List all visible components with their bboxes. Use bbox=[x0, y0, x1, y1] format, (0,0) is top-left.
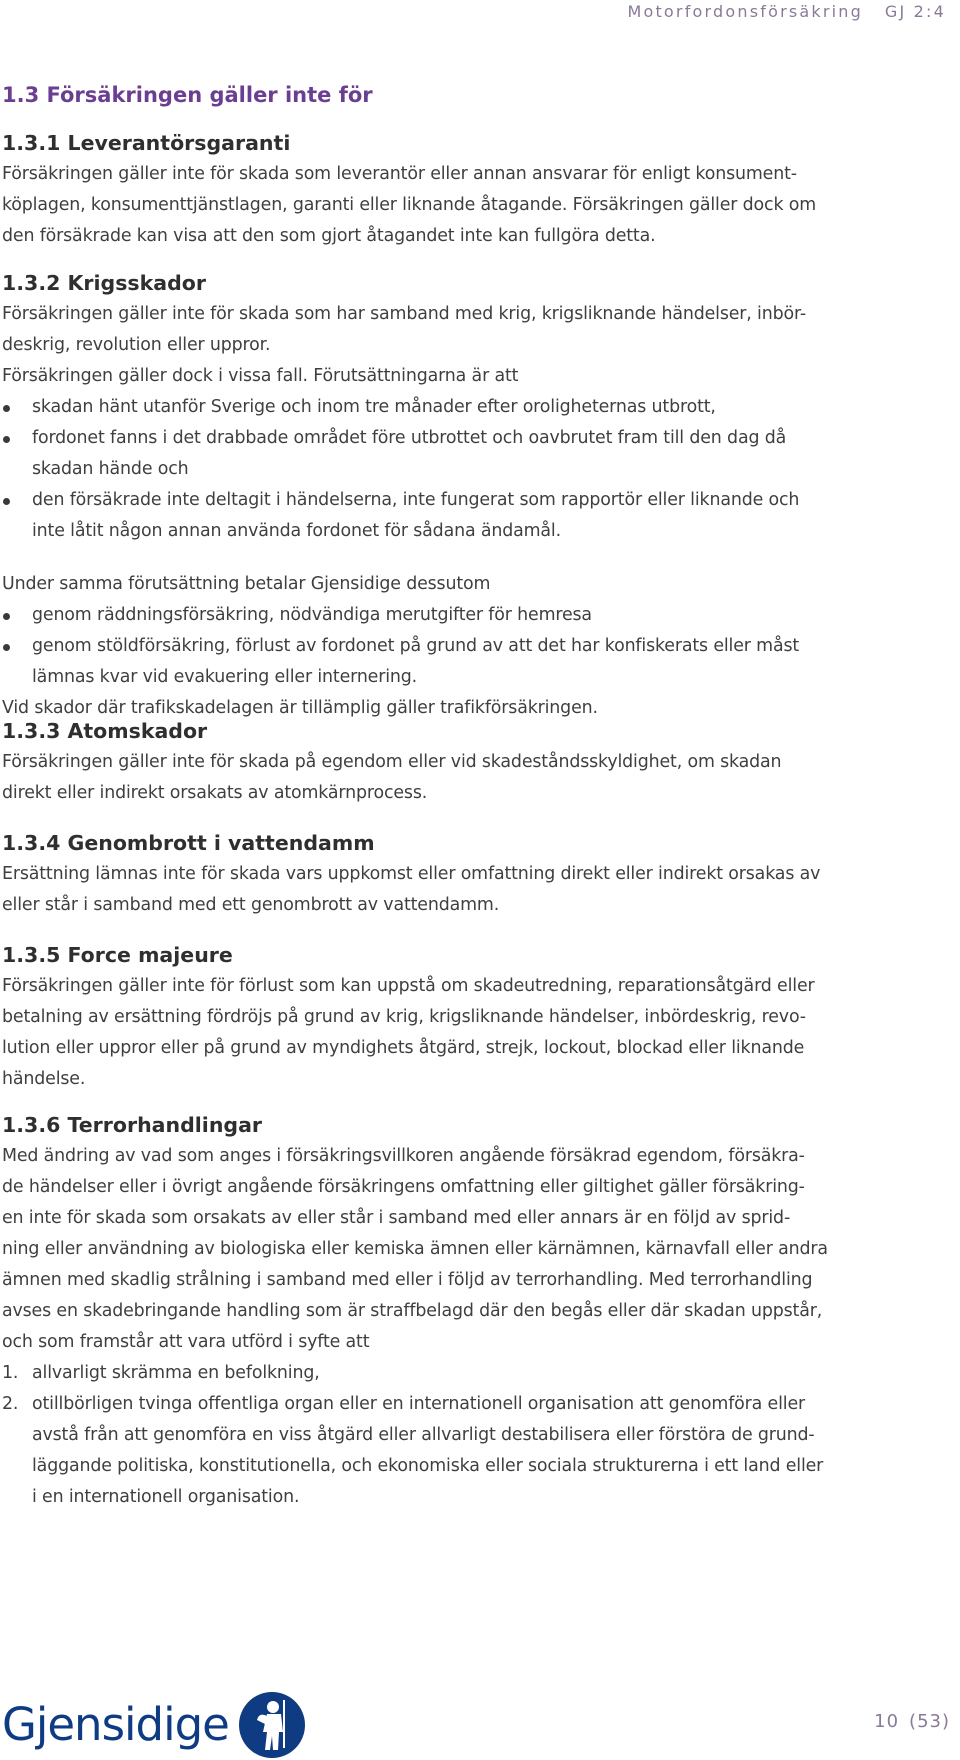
paragraph-line: betalning av ersättning fördröjs på grund av krig, krigsliknande händelser, inbördeskrig, revo- bbox=[2, 1007, 806, 1027]
viking-shield-icon bbox=[237, 1690, 307, 1760]
section-krigsskador bbox=[2, 268, 954, 724]
paragraph-line: direkt eller indirekt orsakats av atomkärnprocess. bbox=[2, 783, 428, 803]
heading-leverantorsgaranti: 1.3.1 Leverantörsgaranti bbox=[2, 131, 291, 155]
paragraph-line: Ersättning lämnas inte för skada vars uppkomst eller omfattning direkt eller indirekt orsakas av bbox=[2, 864, 821, 884]
header-code: GJ 2:4 bbox=[884, 2, 946, 21]
list-item: 1. allvarligt skrämma en befolkning, bbox=[2, 1363, 320, 1383]
section-title: 1.3 Försäkringen gäller inte för bbox=[2, 83, 373, 107]
running-header bbox=[627, 0, 946, 24]
list-item: genom stöldförsäkring, förlust av fordonet på grund av att det har konfiskerats eller måst lämnas kvar vid evakuering eller internering. bbox=[2, 631, 954, 693]
paragraph-line: Under samma förutsättning betalar Gjensidige dessutom bbox=[2, 574, 491, 594]
numbered-list bbox=[2, 1358, 954, 1513]
paragraph-line: köplagen, konsumenttjänstlagen, garanti eller liknande åtagande. Försäkringen gäller dock om bbox=[2, 195, 817, 215]
section-leverantorsgaranti bbox=[2, 128, 954, 252]
heading-genombrott: 1.3.4 Genombrott i vattendamm bbox=[2, 831, 375, 855]
paragraph-line: de händelser eller i övrigt angående försäkringens omfattning eller giltighet gäller försäkring- bbox=[2, 1177, 805, 1197]
paragraph-line: ning eller användning av biologiska eller kemiska ämnen eller kärnämnen, kärnavfall eller andra bbox=[2, 1239, 828, 1259]
paragraph-line: Försäkringen gäller inte för skada på egendom eller vid skadeståndsskyldighet, om skadan bbox=[2, 752, 782, 772]
paragraph-line: avses en skadebringande handling som är straffbelagd där den begås eller där skadan uppstår, bbox=[2, 1301, 823, 1321]
paragraph-line: deskrig, revolution eller uppror. bbox=[2, 335, 271, 355]
list-item: den försäkrade inte deltagit i händelserna, inte fungerat som rapportör eller liknande och inte låtit någon annan använda fordonet för sådana ändamål. bbox=[2, 485, 954, 547]
page-number bbox=[874, 1711, 950, 1732]
paragraph-line: och som framstår att vara utförd i syfte att bbox=[2, 1332, 370, 1352]
paragraph-line: Försäkringen gäller dock i vissa fall. Förutsättningarna är att bbox=[2, 366, 519, 386]
paragraph-line: händelse. bbox=[2, 1069, 86, 1089]
bullet-icon bbox=[3, 498, 10, 505]
bullet-icon bbox=[3, 613, 10, 620]
heading-force-majeure: 1.3.5 Force majeure bbox=[2, 943, 233, 967]
paragraph-line: Försäkringen gäller inte för skada som leverantör eller annan ansvarar för enligt konsument- bbox=[2, 164, 797, 184]
bullet-list-conditions bbox=[2, 392, 954, 547]
paragraph-line: Med ändring av vad som anges i försäkringsvillkoren angående försäkrad egendom, försäkra- bbox=[2, 1146, 805, 1166]
bullet-list-additional bbox=[2, 600, 954, 693]
header-title: Motorfordonsförsäkring bbox=[627, 2, 863, 21]
section-terrorhandlingar bbox=[2, 1110, 954, 1513]
paragraph-line: ämnen med skadlig strålning i samband med eller i följd av terrorhandling. Med terrorhandling bbox=[2, 1270, 813, 1290]
page-current: 10 bbox=[874, 1711, 900, 1732]
heading-terrorhandlingar: 1.3.6 Terrorhandlingar bbox=[2, 1113, 263, 1137]
gjensidige-logo bbox=[2, 1690, 307, 1760]
paragraph-line: Vid skador där trafikskadelagen är tillämplig gäller trafikförsäkringen. bbox=[2, 698, 598, 718]
bullet-icon bbox=[3, 405, 10, 412]
paragraph-line: den försäkrade kan visa att den som gjort åtagandet inte kan fullgöra detta. bbox=[2, 226, 656, 246]
section-atomskador bbox=[2, 716, 954, 809]
list-item: genom räddningsförsäkring, nödvändiga merutgifter för hemresa bbox=[2, 600, 954, 631]
logo-wordmark: Gjensidige bbox=[2, 1698, 229, 1751]
list-item: 2. otillbörligen tvinga offentliga organ eller en internationell organisation att genomföra eller avstå från att genomföra en viss åtgärd eller allvarligt destabilisera eller förstöra de grund- läggande politiska, konstitutionella, och ekonomiska eller sociala strukturerna i ett land eller i en internationell organisation. bbox=[2, 1394, 824, 1507]
paragraph-line: lution eller uppror eller på grund av myndighets åtgärd, strejk, lockout, blockad eller liknande bbox=[2, 1038, 805, 1058]
section-genombrott bbox=[2, 828, 954, 921]
paragraph-line: Försäkringen gäller inte för förlust som kan uppstå om skadeutredning, reparationsåtgärd eller bbox=[2, 976, 815, 996]
page-total: (53) bbox=[909, 1711, 950, 1732]
heading-atomskador: 1.3.3 Atomskador bbox=[2, 719, 208, 743]
list-item: fordonet fanns i det drabbade området före utbrottet och oavbrutet fram till den dag då skadan hände och bbox=[2, 423, 954, 485]
heading-krigsskador: 1.3.2 Krigsskador bbox=[2, 271, 206, 295]
section-force-majeure bbox=[2, 940, 954, 1095]
paragraph-line: eller står i samband med ett genombrott av vattendamm. bbox=[2, 895, 500, 915]
paragraph-line: Försäkringen gäller inte för skada som har samband med krig, krigsliknande händelser, inbör- bbox=[2, 304, 806, 324]
bullet-icon bbox=[3, 436, 10, 443]
paragraph-line: en inte för skada som orsakats av eller står i samband med eller annars är en följd av sprid- bbox=[2, 1208, 791, 1228]
list-item: skadan hänt utanför Sverige och inom tre månader efter oroligheternas utbrott, bbox=[2, 392, 954, 423]
bullet-icon bbox=[3, 644, 10, 651]
